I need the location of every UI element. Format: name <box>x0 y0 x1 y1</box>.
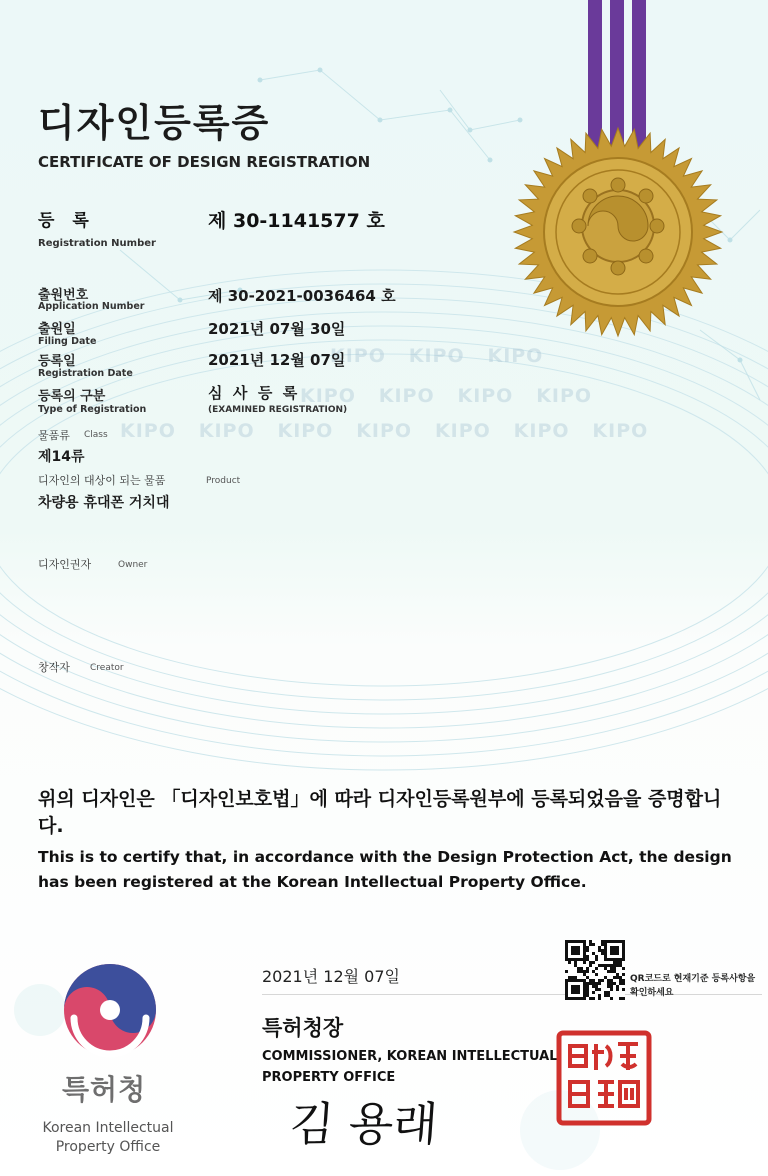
watermark-row-2: KIPO KIPO KIPO KIPO <box>300 385 593 407</box>
certification-statement-korean: 위의 디자인은 「디자인보호법」에 따라 디자인등록원부에 등록되었음을 증명합니다. <box>38 788 722 837</box>
registration-date-label-english: Registration Date <box>38 368 133 379</box>
application-label-english: Application Number <box>38 301 145 312</box>
watermark-row-3: KIPO KIPO KIPO KIPO KIPO KIPO KIPO <box>120 420 649 442</box>
gold-seal-with-ribbon <box>512 0 732 340</box>
registration-type-label-english: Type of Registration <box>38 404 147 415</box>
class-value: 제14류 <box>38 449 85 465</box>
registration-type: 심 사 등 록 <box>208 384 298 402</box>
owner-label-english: Owner <box>118 560 148 570</box>
product-label-english: Product <box>206 476 241 486</box>
registration-type-label-korean: 등록의 구분 <box>38 389 106 404</box>
creator-label-english: Creator <box>90 663 124 673</box>
office-name-korean: 특허청 <box>62 1073 147 1106</box>
qr-code[interactable] <box>565 940 625 1000</box>
registration-date: 2021년 12월 07일 <box>208 351 346 369</box>
filing-date-label-english: Filing Date <box>38 336 97 347</box>
registration-label-english: Registration Number <box>38 238 156 249</box>
certification-statement-english: This is to certify that, in accordance with the Design Protection Act, the design has been registered at the Korean Intellectual Property Office. <box>38 848 732 891</box>
product-label-korean: 디자인의 대상이 되는 물품 <box>38 474 166 487</box>
application-number: 제 30-2021-0036464 호 <box>208 287 396 305</box>
certificate-title-english: CERTIFICATE OF DESIGN REGISTRATION <box>38 153 371 171</box>
official-seal-stamp <box>556 1030 652 1126</box>
owner-label-korean: 디자인권자 <box>38 558 92 571</box>
qr-caption: QR코드로 현재기준 등록사항을 확인하세요 <box>630 974 756 998</box>
kipo-logo-icon <box>60 960 160 1060</box>
application-label-korean: 출원번호 <box>38 288 89 303</box>
class-label-korean: 물품류 <box>38 429 70 442</box>
signature-date: 2021년 12월 07일 <box>262 967 400 986</box>
registration-label-korean: 등 록 <box>38 211 95 231</box>
filing-date: 2021년 07월 30일 <box>208 320 346 338</box>
office-name-english: Korean Intellectual Property Office <box>42 1120 174 1155</box>
filing-date-label-korean: 출원일 <box>38 322 76 337</box>
registration-number: 제 30-1141577 호 <box>208 210 385 232</box>
commissioner-title-korean: 특허청장 <box>262 1016 344 1040</box>
watermark-row-1: KIPO KIPO KIPO <box>330 345 544 367</box>
creator-label-korean: 창작자 <box>38 661 70 674</box>
product-value: 차량용 휴대폰 거치대 <box>38 495 170 511</box>
commissioner-title-english: COMMISSIONER, KOREAN INTELLECTUAL PROPERTY OFFICE <box>262 1049 558 1085</box>
registration-date-label-korean: 등록일 <box>38 354 76 369</box>
commissioner-signature: 김 용래 <box>287 1097 440 1151</box>
registration-type-english: (EXAMINED REGISTRATION) <box>208 405 348 415</box>
class-label-english: Class <box>84 430 108 440</box>
certificate-title-korean: 디자인등록증 <box>38 101 271 145</box>
